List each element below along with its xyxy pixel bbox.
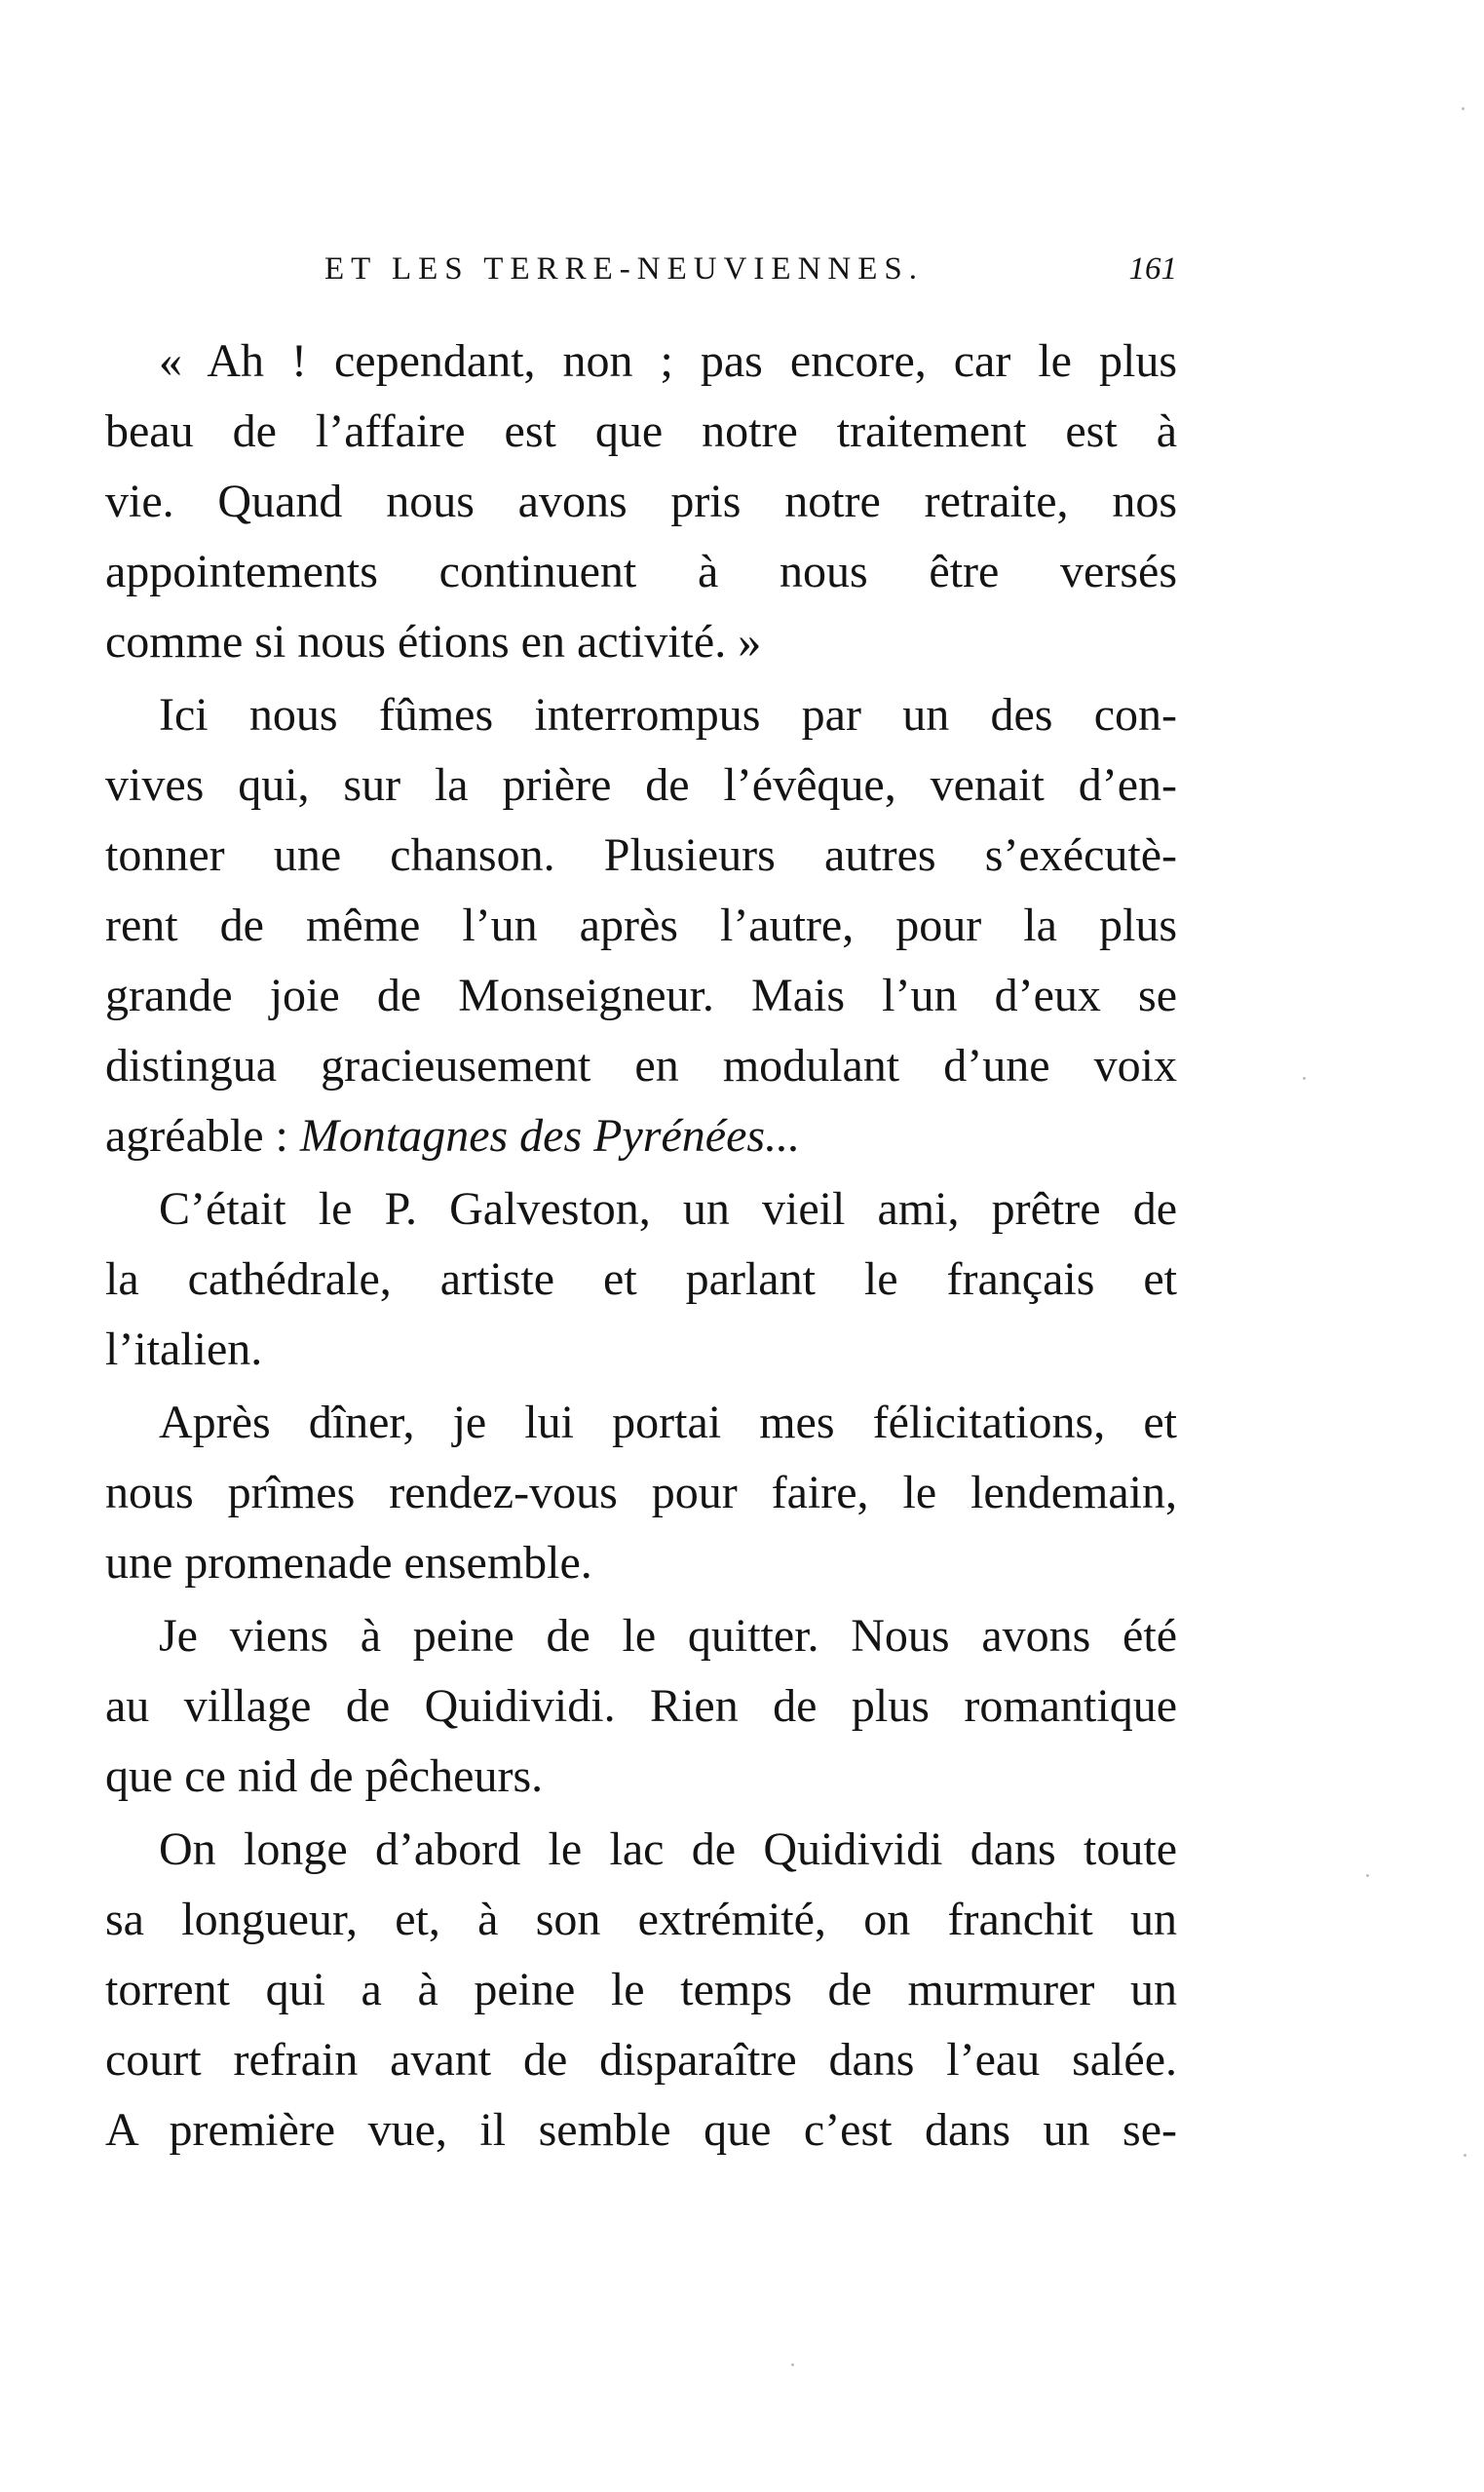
text-line: l’italien. <box>105 1323 263 1375</box>
text-line: beau de l’affaire est que notre traitement est à <box>105 405 1177 457</box>
text-line: vives qui, sur la prière de l’évêque, venait d’en- <box>105 759 1177 811</box>
text-line: tonner une chanson. Plusieurs autres s’exécutè- <box>105 829 1177 881</box>
text-line: sa longueur, et, à son extrémité, on franchit un <box>105 1894 1177 1945</box>
text-line: nous prîmes rendez-vous pour faire, le lendemain, <box>105 1467 1177 1518</box>
text-line: rent de même l’un après l’autre, pour la plus <box>105 900 1177 951</box>
text-fragment: agréable : <box>105 1110 288 1162</box>
text-line: distingua gracieusement en modulant d’une voix <box>105 1040 1177 1092</box>
text-line: que ce nid de pêcheurs. <box>105 1750 544 1802</box>
text-line: une promenade ensemble. <box>105 1537 592 1589</box>
song-title: Montagnes des Pyrénées... <box>299 1110 801 1162</box>
text-line: Après dîner, je lui portai mes félicitations, et <box>159 1397 1177 1448</box>
text-line: comme si nous étions en activité. » <box>105 616 762 668</box>
text-line: torrent qui a à peine le temps de murmurer un <box>105 1964 1177 2015</box>
text-line: C’était le P. Galveston, un vieil ami, prêtre de <box>159 1183 1177 1235</box>
text-line-with-song-title <box>105 1101 1177 1171</box>
body-text <box>105 326 1177 2166</box>
paper-speck <box>1366 1874 1369 1877</box>
paper-speck <box>1464 2154 1466 2157</box>
paper-speck <box>1462 107 1465 110</box>
page-header <box>105 251 1177 300</box>
text-line: appointements continuent à nous être versés <box>105 546 1177 597</box>
text-line: « Ah ! cependant, non ; pas encore, car le plus <box>159 335 1177 387</box>
text-line: A première vue, il semble que c’est dans un se- <box>105 2104 1177 2156</box>
paper-speck <box>1303 1077 1306 1080</box>
paper-speck <box>791 2363 794 2366</box>
running-title: ET LES TERRE-NEUVIENNES. <box>324 251 924 287</box>
text-line: Je viens à peine de le quitter. Nous avons été <box>159 1610 1177 1662</box>
text-line: la cathédrale, artiste et parlant le français et <box>105 1253 1177 1305</box>
text-line: On longe d’abord le lac de Quidividi dans toute <box>159 1823 1177 1875</box>
text-line: court refrain avant de disparaître dans l’eau salée. <box>105 2034 1177 2086</box>
text-line: Ici nous fûmes interrompus par un des con- <box>159 689 1177 741</box>
text-line: au village de Quidividi. Rien de plus romantique <box>105 1680 1177 1732</box>
text-line: grande joie de Monseigneur. Mais l’un d’eux se <box>105 970 1177 1021</box>
text-line: vie. Quand nous avons pris notre retraite, nos <box>105 476 1177 527</box>
page-number: 161 <box>1128 251 1177 287</box>
